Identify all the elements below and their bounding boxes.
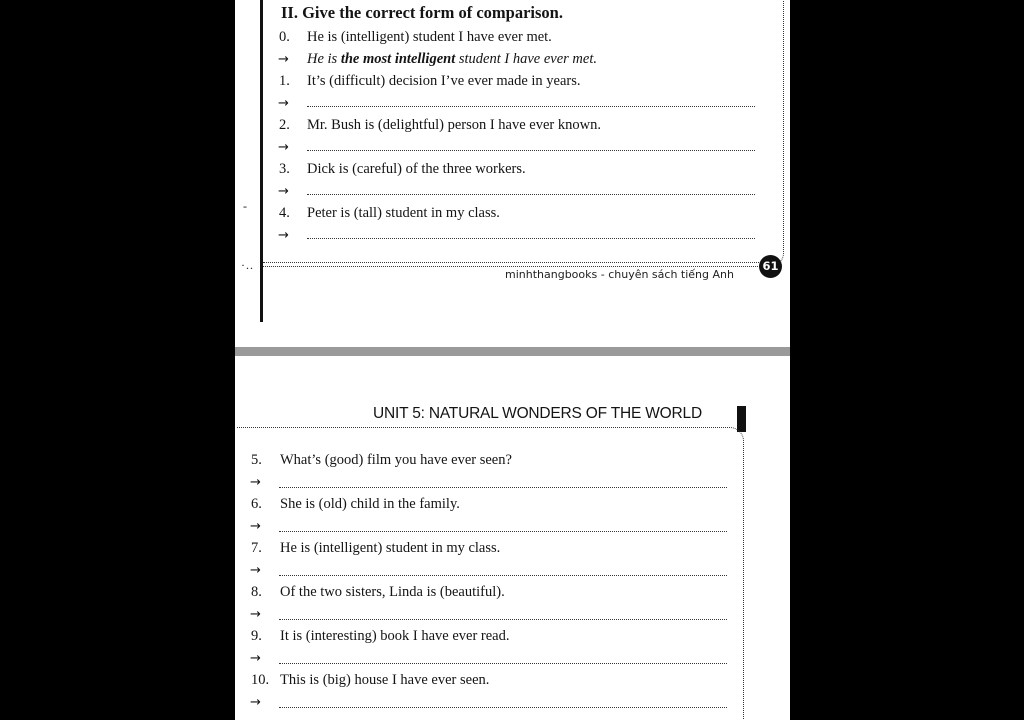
answer-arrow: → — [250, 607, 261, 622]
question-number: 3. — [279, 161, 290, 177]
page-divider — [235, 347, 790, 356]
question-text: Peter is (tall) student in my class. — [307, 205, 500, 221]
unit-title: UNIT 5: NATURAL WONDERS OF THE WORLD — [373, 405, 702, 422]
question-number: 9. — [251, 628, 262, 644]
answer-arrow: → — [250, 651, 261, 666]
answer-arrow: → — [250, 563, 261, 578]
question-text: He is (intelligent) student in my class. — [280, 540, 501, 556]
answer-line[interactable] — [279, 619, 727, 620]
question-text: It’s (difficult) decision I’ve ever made in years. — [307, 73, 581, 89]
section-title: II. Give the correct form of comparison. — [281, 3, 563, 22]
answer-line[interactable] — [279, 575, 727, 576]
question-text: Of the two sisters, Linda is (beautiful). — [280, 584, 505, 600]
question-number: 8. — [251, 584, 262, 600]
answer-line[interactable] — [279, 487, 727, 488]
answer-line[interactable] — [307, 194, 755, 195]
question-number: 4. — [279, 205, 290, 221]
example-answer — [307, 51, 597, 68]
answer-line[interactable] — [307, 238, 755, 239]
example-number: 0. — [279, 29, 290, 45]
question-text: Mr. Bush is (delightful) person I have ever known. — [307, 117, 601, 133]
example-arrow: → — [278, 52, 289, 67]
answer-arrow: → — [278, 184, 289, 199]
answer-arrow: → — [250, 519, 261, 534]
worksheet-page-top — [235, 0, 790, 348]
page-number-badge: 61 — [759, 255, 782, 278]
answer-line[interactable] — [279, 663, 727, 664]
question-text: She is (old) child in the family. — [280, 496, 460, 512]
answer-arrow: → — [250, 475, 261, 490]
answer-arrow: → — [278, 140, 289, 155]
answer-arrow: → — [278, 228, 289, 243]
question-text: This is (big) house I have ever seen. — [280, 672, 490, 688]
margin-dash: - — [243, 199, 247, 213]
header-bar — [737, 406, 746, 432]
question-number: 5. — [251, 452, 262, 468]
publisher-footer: minhthangbooks - chuyên sách tiếng Anh — [505, 268, 734, 281]
question-number: 10. — [251, 672, 270, 688]
worksheet-page-bottom — [235, 356, 790, 720]
margin-dots: ·.. — [241, 258, 254, 272]
question-number: 6. — [251, 496, 262, 512]
question-number: 1. — [279, 73, 290, 89]
answer-line[interactable] — [307, 150, 755, 151]
example-answer-suffix: student I have ever met. — [455, 51, 597, 67]
question-text: Dick is (careful) of the three workers. — [307, 161, 526, 177]
question-text: It is (interesting) book I have ever read. — [280, 628, 510, 644]
question-number: 7. — [251, 540, 262, 556]
answer-line[interactable] — [307, 106, 755, 107]
question-number: 2. — [279, 117, 290, 133]
example-question: He is (intelligent) student I have ever met. — [307, 29, 552, 45]
exercise-box-bottom — [263, 262, 763, 263]
answer-line[interactable] — [279, 531, 727, 532]
answer-arrow: → — [250, 695, 261, 710]
answer-arrow: → — [278, 96, 289, 111]
left-margin-bar — [260, 0, 263, 322]
question-text: What’s (good) film you have ever seen? — [280, 452, 512, 468]
example-answer-prefix: He is — [307, 51, 341, 67]
answer-line[interactable] — [279, 707, 727, 708]
example-answer-bold: the most intelligent — [340, 51, 456, 67]
